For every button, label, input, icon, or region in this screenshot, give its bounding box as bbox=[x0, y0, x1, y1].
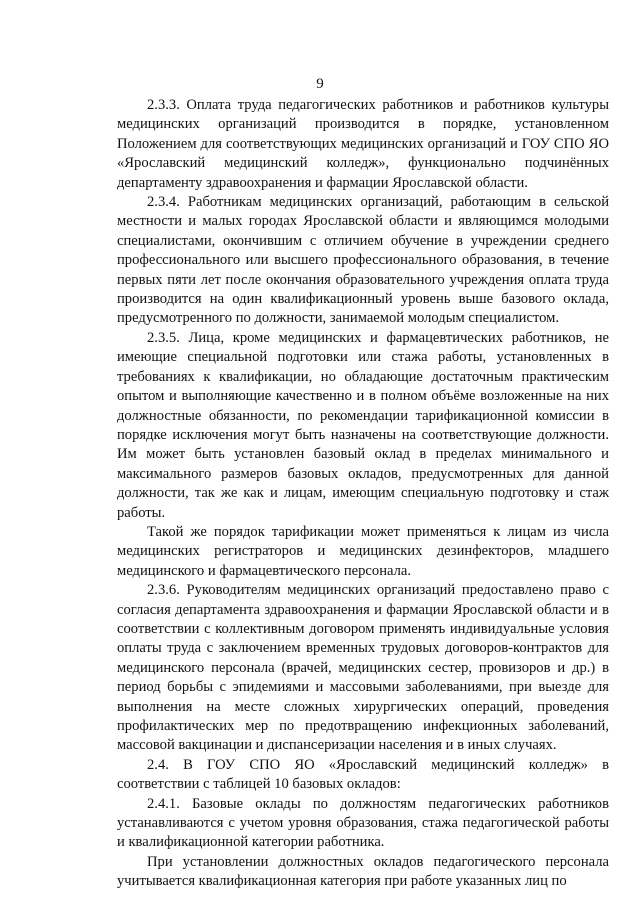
paragraph-2-3-3: 2.3.3. Оплата труда педагогических работников и работников культуры медицинских организаций производится в порядке, установленном Положением для соответствующих медицинских организаций и ГОУ СПО ЯО «Ярославский медицинский колледж», функционально подчинённых департаменту здравоохранения и фармации Ярославской области. bbox=[117, 97, 609, 191]
paragraph-2-3-5: 2.3.5. Лица, кроме медицинских и фармацевтических работников, не имеющие специальной подготовки или стажа работы, установленных в требованиях к квалификации, но обладающие достаточным практическим опытом и выполняющие качественно и в полном объёме возложенные на них должностные обязанности, по рекомендации тарификационной комиссии в порядке исключения могут быть назначены на соответствующие должности. Им может быть установлен базовый оклад в пределах минимального и максимального размеров базовых окладов, предусмотренных для данной должности, так же как и лицам, имеющим специальную подготовку и стаж работы. bbox=[117, 329, 609, 521]
paragraph-2-3-4: 2.3.4. Работникам медицинских организаций, работающим в сельской местности и малых городах Ярославской области и являющимся молодыми специалистами, окончившим с отличием обучение в учреждении среднего профессионального или высшего профессионального образования, в течение первых пяти лет после окончания образовательного учреждения оплата труда производится на один квалификационный уровень выше базового оклада, предусмотренного по должности, занимаемой молодым специалистом. bbox=[117, 194, 609, 327]
paragraph-qualification-category: При установлении должностных окладов педагогического персонала учитывается квалификационная категория при работе указанных лиц по bbox=[117, 853, 609, 890]
page-number: 9 bbox=[316, 76, 324, 92]
paragraph-2-4: 2.4. В ГОУ СПО ЯО «Ярославский медицинский колледж» в соответствии с таблицей 10 базовых окладов: bbox=[117, 756, 609, 793]
document-body bbox=[117, 96, 609, 892]
paragraph-2-4-1: 2.4.1. Базовые оклады по должностям педагогических работников устанавливаются с учетом уровня образования, стажа педагогической работы и квалификационной категории работника. bbox=[117, 795, 609, 851]
paragraph-tarification-order: Такой же порядок тарификации может применяться к лицам из числа медицинских регистраторов и медицинских дезинфекторов, младшего медицинского и фармацевтического персонала. bbox=[117, 523, 609, 579]
paragraph-2-3-6: 2.3.6. Руководителям медицинских организаций предоставлено право с согласия департамента здравоохранения и фармации Ярославской области и в соответствии с коллективным договором применять индивидуальные условия оплаты труда с заключением временных трудовых договоров-контрактов для медицинского персонала (врачей, медицинских сестер, провизоров и др.) в период борьбы с эпидемиями и массовыми заболеваниями, при выезде для выполнения на месте сложных хирургических операций, проведения профилактических мер по предотвращению инфекционных заболеваний, массовой вакцинации и диспансеризации населения и в иных случаях. bbox=[117, 582, 609, 754]
